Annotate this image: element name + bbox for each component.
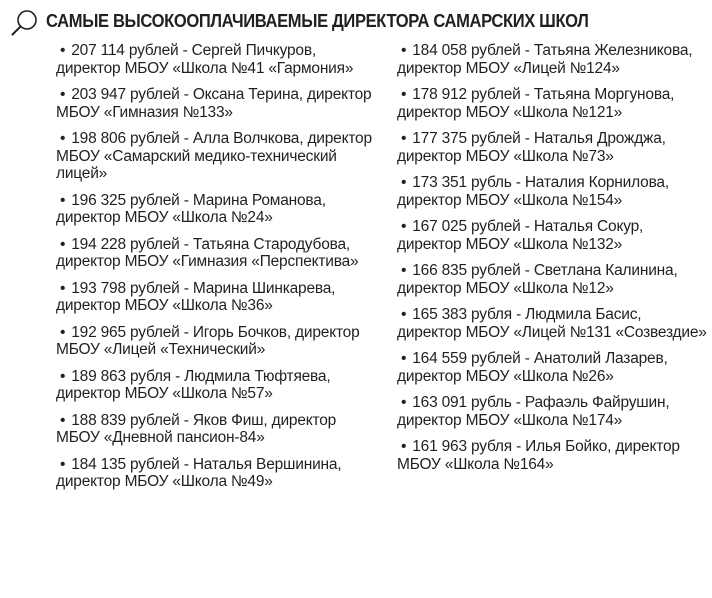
list-item: • 163 091 рубль - Рафаэль Файрушин, директор МБОУ «Школа №174» bbox=[397, 394, 709, 429]
list-item: • 207 114 рублей - Сергей Пичкуров, директор МБОУ «Школа №41 «Гармония» bbox=[56, 42, 376, 77]
list-item: • 189 863 рубля - Людмила Тюфтяева, директор МБОУ «Школа №57» bbox=[56, 368, 376, 403]
list-item: • 165 383 рубля - Людмила Басис, директор МБОУ «Лицей №131 «Созвездие» bbox=[397, 306, 709, 341]
right-column bbox=[397, 42, 709, 482]
list-item: • 167 025 рублей - Наталья Сокур, директор МБОУ «Школа №132» bbox=[397, 218, 709, 253]
search-icon bbox=[10, 8, 40, 38]
list-item: • 184 135 рублей - Наталья Вершинина, директор МБОУ «Школа №49» bbox=[56, 456, 376, 491]
list-item: • 161 963 рубля - Илья Бойко, директор МБОУ «Школа №164» bbox=[397, 438, 709, 473]
list-item: • 188 839 рублей - Яков Фиш, директор МБОУ «Дневной пансион-84» bbox=[56, 412, 376, 447]
list-item: • 194 228 рублей - Татьяна Стародубова, директор МБОУ «Гимназия «Перспектива» bbox=[56, 236, 376, 271]
list-item: • 198 806 рублей - Алла Волчкова, директор МБОУ «Самарский медико-технический лицей» bbox=[56, 130, 376, 183]
list-item: • 173 351 рубль - Наталия Корнилова, директор МБОУ «Школа №154» bbox=[397, 174, 709, 209]
list-item: • 192 965 рублей - Игорь Бочков, директор МБОУ «Лицей «Технический» bbox=[56, 324, 376, 359]
page-title: САМЫЕ ВЫСОКООПЛАЧИВАЕМЫЕ ДИРЕКТОРА САМАРСКИХ ШКОЛ bbox=[46, 11, 589, 31]
list-item: • 166 835 рублей - Светлана Калинина, директор МБОУ «Школа №12» bbox=[397, 262, 709, 297]
list-item: • 193 798 рублей - Марина Шинкарева, директор МБОУ «Школа №36» bbox=[56, 280, 376, 315]
left-column bbox=[56, 42, 376, 500]
list-item: • 203 947 рублей - Оксана Терина, директор МБОУ «Гимназия №133» bbox=[56, 86, 376, 121]
list-item: • 184 058 рублей - Татьяна Железникова, директор МБОУ «Лицей №124» bbox=[397, 42, 709, 77]
list-item: • 177 375 рублей - Наталья Дрожджа, директор МБОУ «Школа №73» bbox=[397, 130, 709, 165]
list-item: • 164 559 рублей - Анатолий Лазарев, директор МБОУ «Школа №26» bbox=[397, 350, 709, 385]
list-item: • 196 325 рублей - Марина Романова, директор МБОУ «Школа №24» bbox=[56, 192, 376, 227]
list-item: • 178 912 рублей - Татьяна Моргунова, директор МБОУ «Школа №121» bbox=[397, 86, 709, 121]
header bbox=[8, 6, 708, 40]
